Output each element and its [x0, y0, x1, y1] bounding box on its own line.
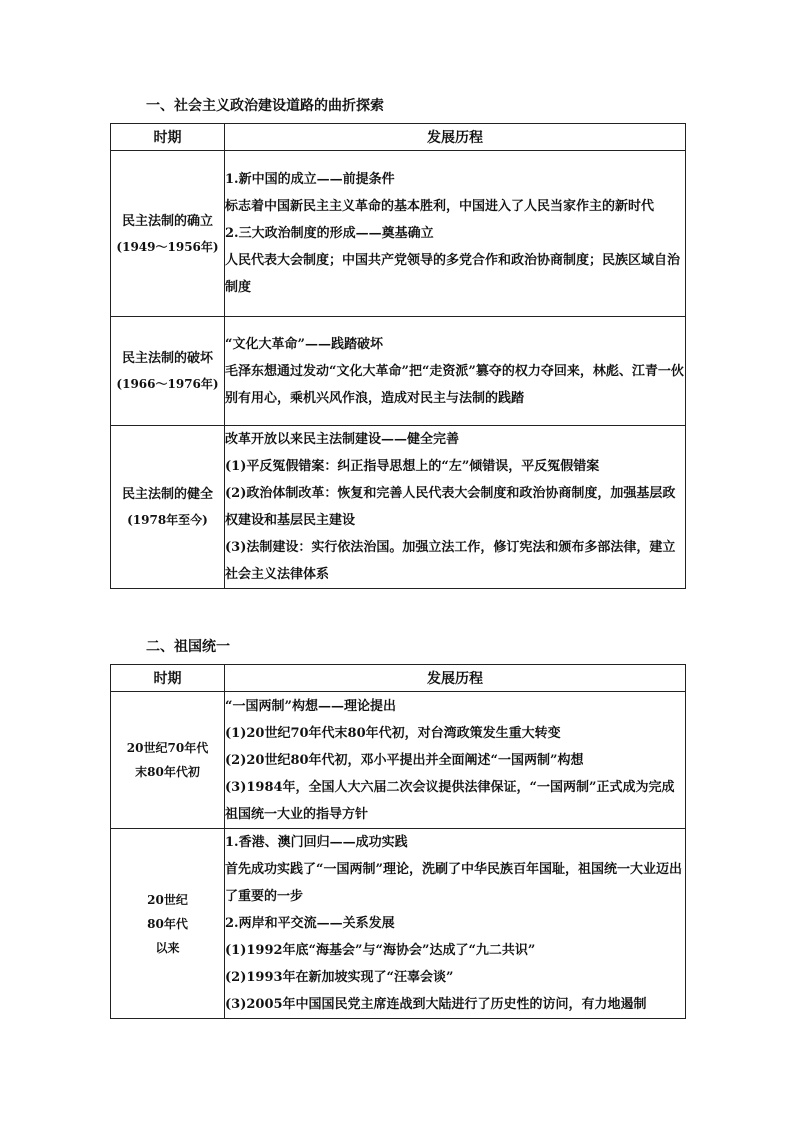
history-line: (1)1992年底“海基会”与“海协会”达成了“九二共识” — [225, 943, 536, 958]
history-line: (1)平反冤假错案：纠正指导思想上的“左”倾错误，平反冤假错案 — [225, 459, 600, 474]
history-line: 2.两岸和平交流——关系发展 — [225, 916, 395, 931]
period-label: 末80年代初 — [135, 765, 200, 779]
section-title-reunification: 二、祖国统一 — [146, 639, 230, 655]
history-line: 1.新中国的成立——前提条件 — [225, 172, 395, 187]
period-years: (1978年至今) — [127, 513, 208, 527]
period-label: 民主法制的健全 — [121, 487, 213, 502]
history-line: 标志着中国新民主主义革命的基本胜利，中国进入了人民当家作主的新时代 — [225, 199, 655, 214]
table-row — [111, 151, 686, 317]
history-line: 毛泽东想通过发动“文化大革命”把“走资派”篡夺的权力夺回来，林彪、江青一伙别有用心，乘机兴风作浪，造成对民主与法制的践踏 — [225, 363, 684, 406]
table-header-row — [111, 124, 686, 151]
period-cell — [111, 829, 225, 1019]
history-cell — [225, 317, 686, 426]
history-line: (2)1993年在新加坡实现了“汪辜会谈” — [225, 970, 454, 985]
history-line: “文化大革命”——践踏破坏 — [225, 336, 383, 352]
history-line: 首先成功实践了“一国两制”理论，洗刷了中华民族百年国耻，祖国统一大业迈出了重要的一步 — [225, 862, 682, 904]
header-period: 时期 — [111, 665, 225, 692]
table-row — [111, 829, 686, 1019]
history-line: (3)2005年中国国民党主席连战到大陆进行了历史性的访问，有力地遏制 — [225, 997, 647, 1012]
table-row — [111, 317, 686, 426]
history-cell — [225, 829, 686, 1019]
table-row — [111, 426, 686, 589]
reunification-table — [110, 664, 686, 1019]
header-history: 发展历程 — [225, 124, 686, 151]
political-construction-table — [110, 123, 686, 589]
section-title-political-construction: 一、社会主义政治建设道路的曲折探索 — [146, 98, 384, 114]
history-cell — [225, 151, 686, 317]
period-label: 80年代 — [147, 916, 188, 931]
history-line: 1.香港、澳门回归——成功实践 — [225, 835, 408, 850]
history-cell — [225, 426, 686, 589]
period-years: (1949～1956年) — [116, 239, 219, 254]
table-row — [111, 692, 686, 829]
history-line: (1)20世纪70年代末80年代初，对台湾政策发生重大转变 — [225, 725, 561, 741]
history-line: (3)法制建设：实行依法治国。加强立法工作，修订宪法和颁布多部法律，建立社会主义法律体系 — [225, 540, 676, 582]
history-line: 改革开放以来民主法制建设——健全完善 — [225, 432, 460, 447]
history-line: (2)政治体制改革：恢复和完善人民代表大会制度和政治协商制度，加强基层政权建设和基层民主建设 — [225, 486, 676, 528]
history-line: 2.三大政治制度的形成——奠基确立 — [225, 226, 434, 241]
period-years: (1966～1976年) — [116, 377, 219, 391]
history-line: “一国两制”构想——理论提出 — [225, 698, 396, 714]
history-line: (3)1984年，全国人大六届二次会议提供法律保证，“一国两制”正式成为完成祖国统一大业的指导方针 — [225, 779, 675, 822]
history-line: (2)20世纪80年代初，邓小平提出并全面阐述“一国两制”构想 — [225, 752, 584, 768]
history-cell — [225, 692, 686, 829]
period-cell — [111, 151, 225, 317]
period-label: 20世纪70年代 — [126, 741, 209, 755]
period-cell — [111, 426, 225, 589]
period-label: 民主法制的确立 — [121, 213, 213, 229]
period-cell — [111, 692, 225, 829]
history-line: 人民代表大会制度；中国共产党领导的多党合作和政治协商制度；民族区域自治制度 — [225, 253, 681, 295]
header-history: 发展历程 — [225, 665, 686, 692]
period-label: 民主法制的破坏 — [121, 351, 213, 366]
period-cell — [111, 317, 225, 426]
header-period: 时期 — [111, 124, 225, 151]
table-header-row — [111, 665, 686, 692]
period-label: 20世纪 — [147, 892, 188, 907]
period-label: 以来 — [155, 940, 180, 955]
